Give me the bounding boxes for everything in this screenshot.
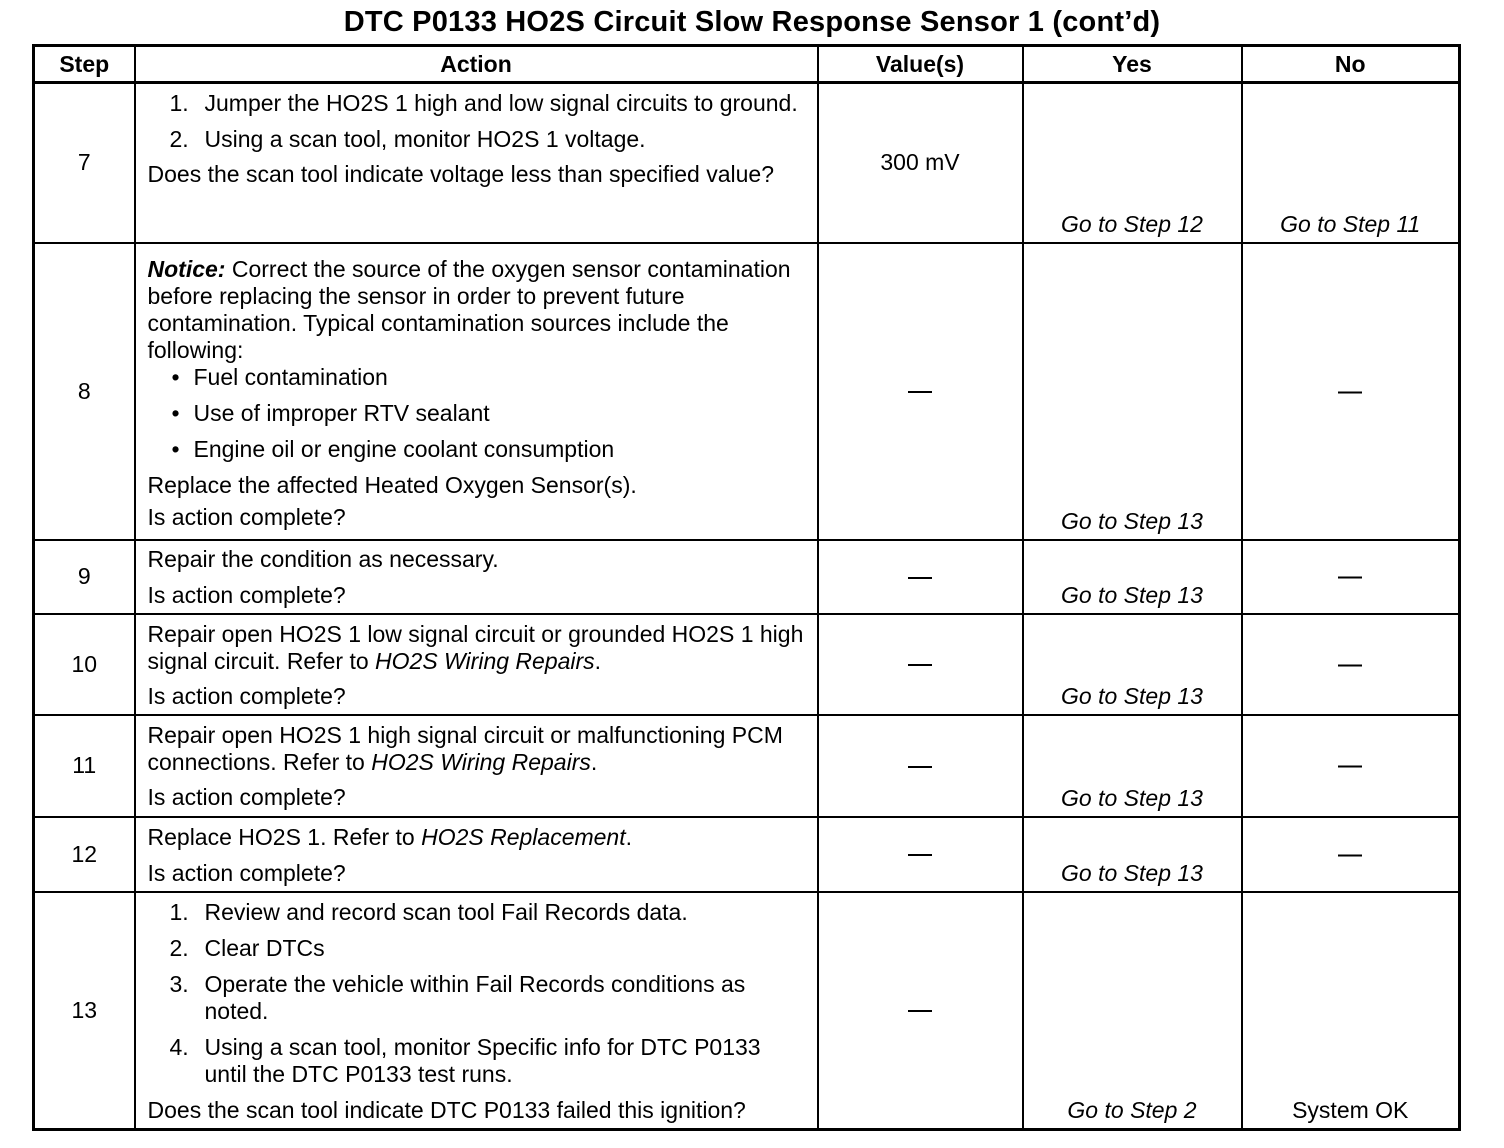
bullet-item: • Engine oil or engine coolant consumption (171, 435, 615, 462)
action-instruction: Repair open HO2S 1 high signal circuit or malfunctioning PCM connections. Refer to (147, 721, 783, 775)
dash-mark (1338, 766, 1362, 768)
action-item: 4. Using a scan tool, monitor Specific info for DTC P0133 until the DTC P0133 test runs. (169, 1033, 761, 1087)
action-question: Is action complete? (147, 682, 346, 709)
yes-cell (1023, 614, 1242, 715)
yes-cell (1023, 83, 1242, 243)
dash-mark (1338, 577, 1362, 579)
dash-mark (908, 664, 932, 666)
action-item: 2. Clear DTCs (169, 934, 325, 961)
yes-goto: Go to Step 2 (1067, 1096, 1197, 1123)
yes-goto: Go to Step 13 (1061, 581, 1203, 608)
yes-cell (1023, 892, 1242, 1130)
no-goto: Go to Step 11 (1280, 210, 1421, 237)
action-instruction: Repair open HO2S 1 low signal circuit or grounded HO2S 1 high signal circuit. Refer to (147, 620, 804, 674)
no-cell (1242, 83, 1460, 243)
dash-mark (908, 577, 932, 579)
no-cell (1242, 540, 1460, 614)
page-title: DTC P0133 HO2S Circuit Slow Response Sensor 1 (cont’d) (343, 6, 1161, 38)
value-cell (818, 614, 1023, 715)
table-row-step-7 (34, 83, 1460, 243)
no-cell (1242, 892, 1460, 1130)
dash-mark (908, 854, 932, 856)
yes-goto: Go to Step 13 (1061, 784, 1203, 811)
yes-cell (1023, 243, 1242, 540)
diagnostic-table (32, 44, 1461, 1131)
action-item: 1. Review and record scan tool Fail Records data. (169, 898, 688, 925)
value-cell (818, 892, 1023, 1130)
table-row-step-12 (34, 817, 1460, 892)
table-row-step-13 (34, 892, 1460, 1130)
action-item: 3. Operate the vehicle within Fail Records conditions as noted. (169, 970, 746, 1024)
value-cell (818, 540, 1023, 614)
yes-goto: Go to Step 13 (1061, 859, 1203, 886)
value-cell: 300 mV (818, 83, 1023, 243)
step-number: 8 (34, 243, 135, 540)
action-cell (135, 540, 818, 614)
yes-cell (1023, 715, 1242, 817)
step-number: 7 (34, 83, 135, 243)
table-row-step-11 (34, 715, 1460, 817)
yes-cell (1023, 817, 1242, 892)
step-number: 13 (34, 892, 135, 1130)
dash-mark (908, 766, 932, 768)
step-number: 10 (34, 614, 135, 715)
no-cell (1242, 614, 1460, 715)
action-item: 2. Using a scan tool, monitor HO2S 1 voltage. (169, 126, 646, 152)
table-row-step-8 (34, 243, 1460, 540)
header-row (34, 46, 1460, 83)
header-yes: Yes (1023, 46, 1242, 83)
action-cell: Repair open HO2S 1 low signal circuit or grounded HO2S 1 high signal circuit. Refer to HO2S Wiring Repairs. Is action complete? (135, 614, 818, 715)
table-row-step-9 (34, 540, 1460, 614)
no-result: System OK (1292, 1096, 1409, 1123)
dash-mark (1338, 854, 1362, 856)
step-number: 12 (34, 817, 135, 892)
yes-cell (1023, 540, 1242, 614)
action-instruction: Replace the affected Heated Oxygen Sensor(s). (147, 471, 637, 498)
yes-goto: Go to Step 12 (1061, 210, 1203, 237)
action-question: Does the scan tool indicate voltage less than specified value? (147, 161, 775, 187)
value-cell (818, 243, 1023, 540)
yes-goto: Go to Step 13 (1061, 682, 1203, 709)
dash-mark (1338, 664, 1362, 666)
action-instruction: Replace HO2S 1. Refer to (147, 823, 422, 850)
dash-mark (908, 391, 932, 393)
no-cell (1242, 715, 1460, 817)
header-no: No (1242, 46, 1460, 83)
dash-mark (1338, 391, 1362, 393)
bullet-item: • Fuel contamination (171, 363, 388, 390)
action-question: Is action complete? (147, 503, 346, 530)
notice-label: Notice: (147, 255, 226, 282)
step-number: 11 (34, 715, 135, 817)
action-cell (135, 892, 818, 1130)
action-cell: Repair open HO2S 1 high signal circuit or malfunctioning PCM connections. Refer to HO2S Wiring Repairs. Is action complete? (135, 715, 818, 817)
no-cell (1242, 817, 1460, 892)
action-cell (135, 83, 818, 243)
reference-link: HO2S Replacement (421, 823, 626, 850)
dash-mark (908, 1010, 932, 1012)
step-number: 9 (34, 540, 135, 614)
action-item: 1. Jumper the HO2S 1 high and low signal circuits to ground. (169, 90, 798, 116)
header-values: Value(s) (818, 46, 1023, 83)
value-cell (818, 817, 1023, 892)
action-instruction: Repair the condition as necessary. (147, 545, 499, 572)
value-cell (818, 715, 1023, 817)
reference-link: HO2S Wiring Repairs (375, 647, 595, 674)
no-cell (1242, 243, 1460, 540)
header-action: Action (135, 46, 818, 83)
notice-text: Correct the source of the oxygen sensor contamination before replacing the sensor in order to prevent future contamination. Typical contamination sources include the following: (147, 255, 791, 363)
yes-goto: Go to Step 13 (1061, 507, 1203, 534)
table-row-step-10 (34, 614, 1460, 715)
header-step: Step (34, 46, 135, 83)
action-cell (135, 243, 818, 540)
reference-link: HO2S Wiring Repairs (371, 748, 591, 775)
action-question: Is action complete? (147, 859, 346, 886)
action-question: Does the scan tool indicate DTC P0133 failed this ignition? (147, 1096, 746, 1123)
action-question: Is action complete? (147, 581, 346, 608)
action-cell: Replace HO2S 1. Refer to HO2S Replacement. Is action complete? (135, 817, 818, 892)
bullet-item: • Use of improper RTV sealant (171, 399, 490, 426)
action-question: Is action complete? (147, 783, 346, 810)
